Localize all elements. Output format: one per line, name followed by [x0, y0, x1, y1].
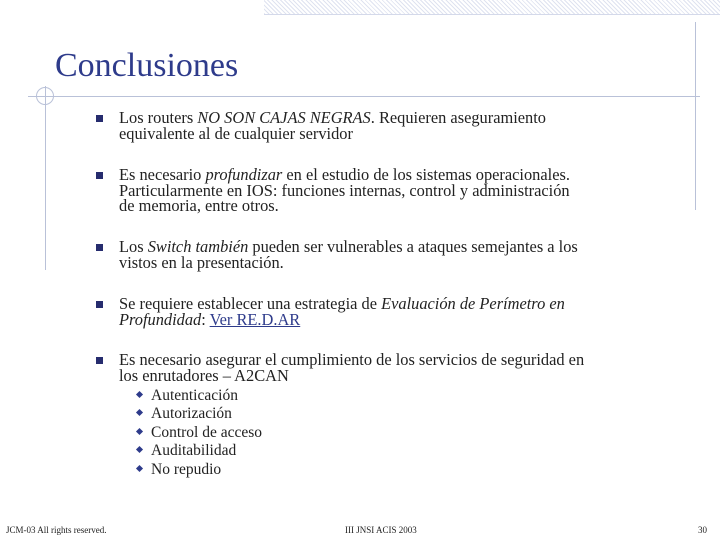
diamond-bullet-icon	[136, 428, 143, 435]
bullet-text	[119, 352, 694, 383]
sublist-item	[137, 442, 437, 460]
sublist-item-label: Auditabilidad	[151, 442, 237, 460]
sublist-item-label: No repudio	[151, 460, 222, 478]
bullet-text-segment: pueden ser vulnerables a ataques semejantes a los	[248, 237, 578, 256]
bullet-text-line: Es necesario asegurar el cumplimiento de los servicios de seguridad en	[119, 350, 585, 369]
diamond-bullet-icon	[136, 446, 143, 453]
bullet-text	[119, 239, 694, 270]
sublist-item	[137, 424, 437, 442]
title-horizontal-rule	[28, 96, 700, 97]
sublist-item-label: Control de acceso	[151, 423, 263, 441]
bullet-text-line: Particularmente en IOS: funciones internas, control y administración	[119, 180, 570, 200]
right-vertical-rule	[695, 22, 696, 210]
diamond-bullet-icon	[136, 391, 143, 398]
sublist-item-label: Autorización	[151, 405, 232, 423]
bullet-text-emphasis: Evaluación de Perímetro en	[381, 294, 565, 313]
square-bullet-icon	[96, 244, 103, 251]
bullet-text-segment: Los routers	[119, 108, 198, 127]
bullet-text-line: vistos en la presentación.	[119, 252, 284, 272]
square-bullet-icon	[96, 301, 103, 308]
left-vertical-rule	[45, 86, 46, 270]
sublist-item	[137, 387, 437, 405]
sublist-item	[137, 461, 437, 479]
slide-page-number: 30	[698, 525, 707, 535]
bullet-text-segment: . Requieren aseguramiento	[370, 108, 546, 127]
bullet-text-emphasis: NO SON CAJAS NEGRAS	[197, 108, 371, 127]
crosshair-circle-decoration	[36, 87, 54, 105]
square-bullet-icon	[96, 357, 103, 364]
security-services-sublist	[137, 387, 437, 479]
sublist-item-label: Autenticación	[151, 387, 238, 404]
bullet-text	[119, 110, 694, 141]
bullet-text-segment: :	[201, 309, 210, 329]
footer-event-name: III JNSI ACIS 2003	[345, 525, 417, 535]
bullet-text-emphasis: Profundidad	[119, 309, 202, 329]
sublist-item	[137, 405, 437, 423]
bullet-text	[119, 167, 694, 214]
bullet-text-emphasis: Switch también	[147, 237, 249, 256]
diamond-bullet-icon	[136, 465, 143, 472]
bullet-text-emphasis: profundizar	[205, 165, 283, 184]
bullet-text-segment: Se requiere establecer una estrategia de	[119, 294, 382, 313]
header-hatch-decoration	[264, 0, 720, 15]
bullet-text	[119, 296, 694, 327]
bullet-text-line: equivalente al de cualquier servidor	[119, 123, 353, 143]
slide-title: Conclusiones	[55, 47, 239, 84]
bullet-text-segment: Los	[119, 237, 148, 256]
ver-redar-link[interactable]: Ver RE.D.AR	[209, 309, 301, 329]
bullet-text-line: de memoria, entre otros.	[119, 196, 279, 215]
footer-copyright: JCM-03 All rights reserved.	[6, 525, 107, 535]
diamond-bullet-icon	[136, 409, 143, 416]
square-bullet-icon	[96, 172, 103, 179]
square-bullet-icon	[96, 115, 103, 122]
bullet-text-segment: Es necesario	[119, 165, 206, 184]
bullet-text-segment: en el estudio de los sistemas operacionales.	[282, 165, 570, 184]
bullet-text-line: los enrutadores – A2CAN	[119, 365, 289, 385]
